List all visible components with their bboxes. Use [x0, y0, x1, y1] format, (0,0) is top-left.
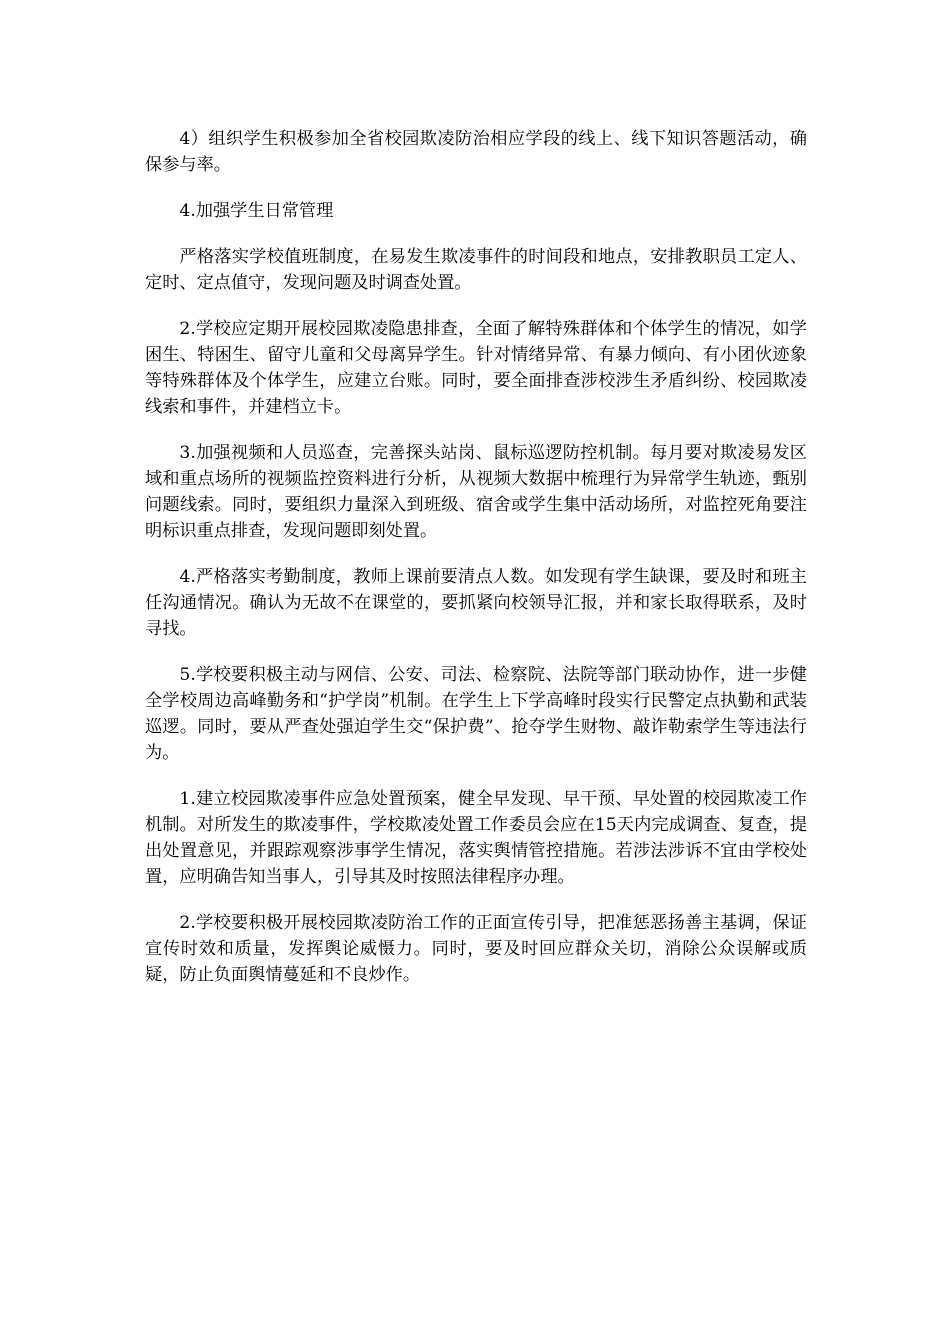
- paragraph-attendance: 4.严格落实考勤制度，教师上课前要清点人数。如发现有学生缺课，要及时和班主任沟通情况。确认为无故不在课堂的，要抓紧向校领导汇报，并和家长取得联系，及时寻找。: [145, 567, 807, 639]
- document-page: [145, 126, 807, 1008]
- paragraph-participation: 4）组织学生积极参加全省校园欺凌防治相应学段的线上、线下知识答题活动，确保参与率。: [145, 129, 807, 175]
- paragraph-publicity: 2.学校要积极开展校园欺凌防治工作的正面宣传引导，把准惩恶扬善主基调，保证宣传时效和质量，发挥舆论威慑力。同时，要及时回应群众关切，消除公众误解或质疑，防止负面舆情蔓延和不良炒作。: [145, 913, 807, 985]
- paragraph-duty-system: 严格落实学校值班制度，在易发生欺凌事件的时间段和地点，安排教职员工定人、定时、定点值守，发现问题及时调查处置。: [145, 247, 807, 293]
- paragraph-video-patrol: 3.加强视频和人员巡查，完善探头站岗、鼠标巡逻防控机制。每月要对欺凌易发区域和重点场所的视频监控资料进行分析，从视频大数据中梳理行为异常学生轨迹，甄别问题线索。同时，要组织力量深入到班级、宿舍或学生集中活动场所，对监控死角要注明标识重点排查，发现问题即刻处置。: [145, 443, 807, 541]
- section-heading-daily-management: 4.加强学生日常管理: [179, 201, 334, 221]
- paragraph-risk-screening: 2.学校应定期开展校园欺凌隐患排查，全面了解特殊群体和个体学生的情况，如学困生、特困生、留守儿童和父母离异学生。针对情绪异常、有暴力倾向、有小团伙迹象等特殊群体及个体学生，应建立台账。同时，要全面排查涉校涉生矛盾纠纷、校园欺凌线索和事件，并建档立卡。: [145, 319, 807, 417]
- paragraph-emergency-plan: 1.建立校园欺凌事件应急处置预案，健全早发现、早干预、早处置的校园欺凌工作机制。对所发生的欺凌事件，学校欺凌处置工作委员会应在15天内完成调查、复查，提出处置意见，并跟踪观察涉事学生情况，落实舆情管控措施。若涉法涉诉不宜由学校处置，应明确告知当事人，引导其及时按照法律程序办理。: [145, 789, 807, 887]
- paragraph-department-cooperation: 5.学校要积极主动与网信、公安、司法、检察院、法院等部门联动协作，进一步健全学校周边高峰勤务和“护学岗”机制。在学生上下学高峰时段实行民警定点执勤和武装巡逻。同时，要从严查处强迫学生交“保护费”、抢夺学生财物、敲诈勒索学生等违法行为。: [145, 665, 807, 763]
